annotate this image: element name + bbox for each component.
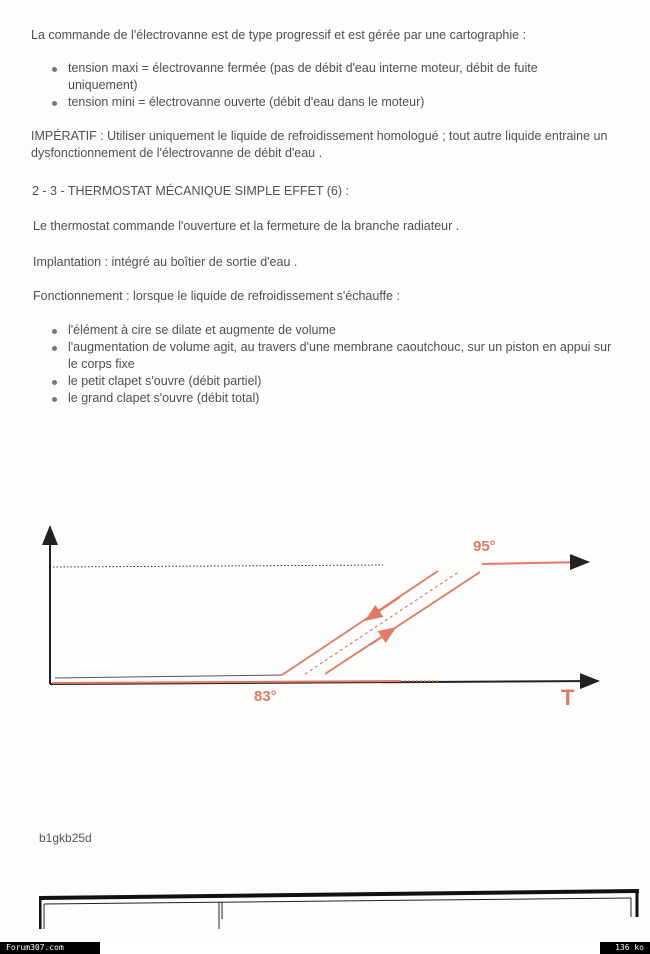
thermostat-text: Le thermostat commande l'ouverture et la fermeture de la branche radiateur . [33, 219, 460, 233]
hysteresis-dashed-line [305, 571, 460, 674]
base-flow-line [55, 675, 282, 678]
section-title: 2 - 3 - THERMOSTAT MÉCANIQUE SIMPLE EFFET (6) : [32, 184, 349, 198]
list-item: le grand clapet s'ouvre (débit total) [52, 390, 612, 407]
site-watermark: Forum307.com [0, 942, 100, 954]
thermostat-hysteresis-diagram [0, 515, 650, 715]
implantation-text: Implantation : intégré au boîtier de sortie d'eau . [33, 255, 298, 269]
list-item: le petit clapet s'ouvre (débit partiel) [52, 373, 612, 390]
file-size-label: 136 ko [600, 942, 650, 954]
closing-arrow [366, 597, 400, 620]
temp-95-label: 95° [473, 538, 496, 555]
intro-text: La commande de l'électrovanne est de type progressif et est gérée par une cartographie : [31, 28, 527, 42]
imperatif-note: IMPÉRATIF : Utiliser uniquement le liquide de refroidissement homologué ; tout autre liquide entraine un dysfonctionnement de l'électrovanne de débit d'eau . [31, 129, 608, 160]
rising-line [282, 571, 438, 675]
list-item: tension mini = électrovanne ouverte (débit d'eau dans le moteur) [52, 94, 572, 111]
footer-frame [39, 887, 639, 929]
list-item: tension maxi = électrovanne fermée (pas de débit d'eau interne moteur, débit de fuite uniquement) [52, 60, 572, 94]
high-temp-line [482, 562, 585, 564]
opening-line [325, 572, 480, 674]
opening-arrow [370, 628, 395, 645]
intro-bullet-list [52, 60, 572, 111]
list-item: l'augmentation de volume agit, au travers d'une membrane caoutchouc, sur un piston en appui sur le corps fixe [52, 339, 612, 373]
fonctionnement-bullet-list [52, 322, 612, 407]
axis-label-t: T [561, 685, 575, 710]
max-flow-dotted-line [53, 565, 383, 567]
list-item: l'élément à cire se dilate et augmente de volume [52, 322, 612, 339]
figure-code: b1gkb25d [39, 831, 92, 845]
fonctionnement-text: Fonctionnement : lorsque le liquide de refroidissement s'échauffe : [33, 289, 400, 303]
temp-83-label: 83° [254, 688, 277, 705]
